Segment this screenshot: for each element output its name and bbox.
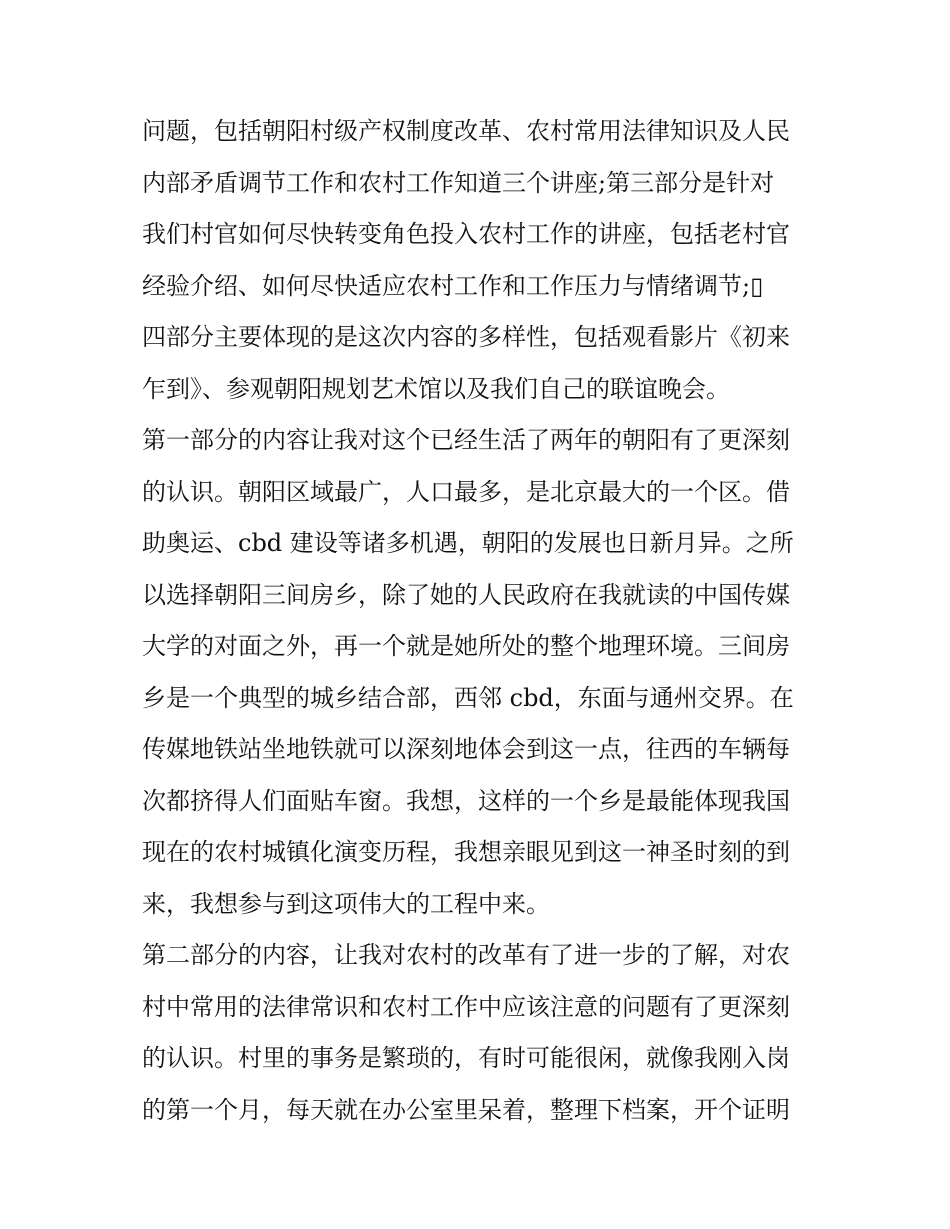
text-line: 乡是一个典型的城乡结合部，西邻 cbd，东面与通州交界。在 [142,683,794,712]
text-line: 我们村官如何尽快转变角色投入农村工作的讲座，包括老村官 [142,220,790,248]
text-line: 第二部分的内容，让我对农村的改革有了进一步的了解，对农 [142,941,790,969]
text-line: 四部分主要体现的是这次内容的多样性，包括观看影片《初来 [142,323,790,351]
text-line: 来，我想参与到这项伟大的工程中来。 [142,889,550,918]
text-line: 乍到》、参观朝阳规划艺术馆以及我们自己的联谊晚会。 [142,374,730,403]
text-line: 问题，包括朝阳村级产权制度改革、农村常用法律知识及人民 [142,117,790,145]
text-line: 以选择朝阳三间房乡，除了她的人民政府在我就读的中国传媒 [142,580,790,609]
text-line: 大学的对面之外，再一个就是她所处的整个地理环境。三间房 [142,632,790,660]
text-line: 经验介绍、如何尽快适应农村工作和工作压力与情绪调节;▯ [142,271,764,300]
text-line: 内部矛盾调节工作和农村工作知道三个讲座;第三部分是针对 [142,168,775,197]
text-line: 助奥运、cbd 建设等诸多机遇，朝阳的发展也日新月异。之所 [142,529,794,557]
text-line: 现在的农村城镇化演变历程，我想亲眼见到这一神圣时刻的到 [142,838,790,866]
text-line: 的第一个月，每天就在办公室里呆着，整理下档案，开个证明 [142,1095,790,1124]
body-text [142,106,822,1136]
text-line: 第一部分的内容让我对这个已经生活了两年的朝阳有了更深刻 [142,426,790,454]
text-line: 次都挤得人们面贴车窗。我想，这样的一个乡是最能体现我国 [142,786,790,815]
text-line: 传媒地铁站坐地铁就可以深刻地体会到这一点，往西的车辆每 [142,735,790,763]
text-line: 村中常用的法律常识和农村工作中应该注意的问题有了更深刻 [142,992,790,1021]
text-line: 的认识。村里的事务是繁琐的，有时可能很闲，就像我刚入岗 [142,1044,790,1072]
text-line: 的认识。朝阳区域最广，人口最多，是北京最大的一个区。借 [142,477,790,506]
